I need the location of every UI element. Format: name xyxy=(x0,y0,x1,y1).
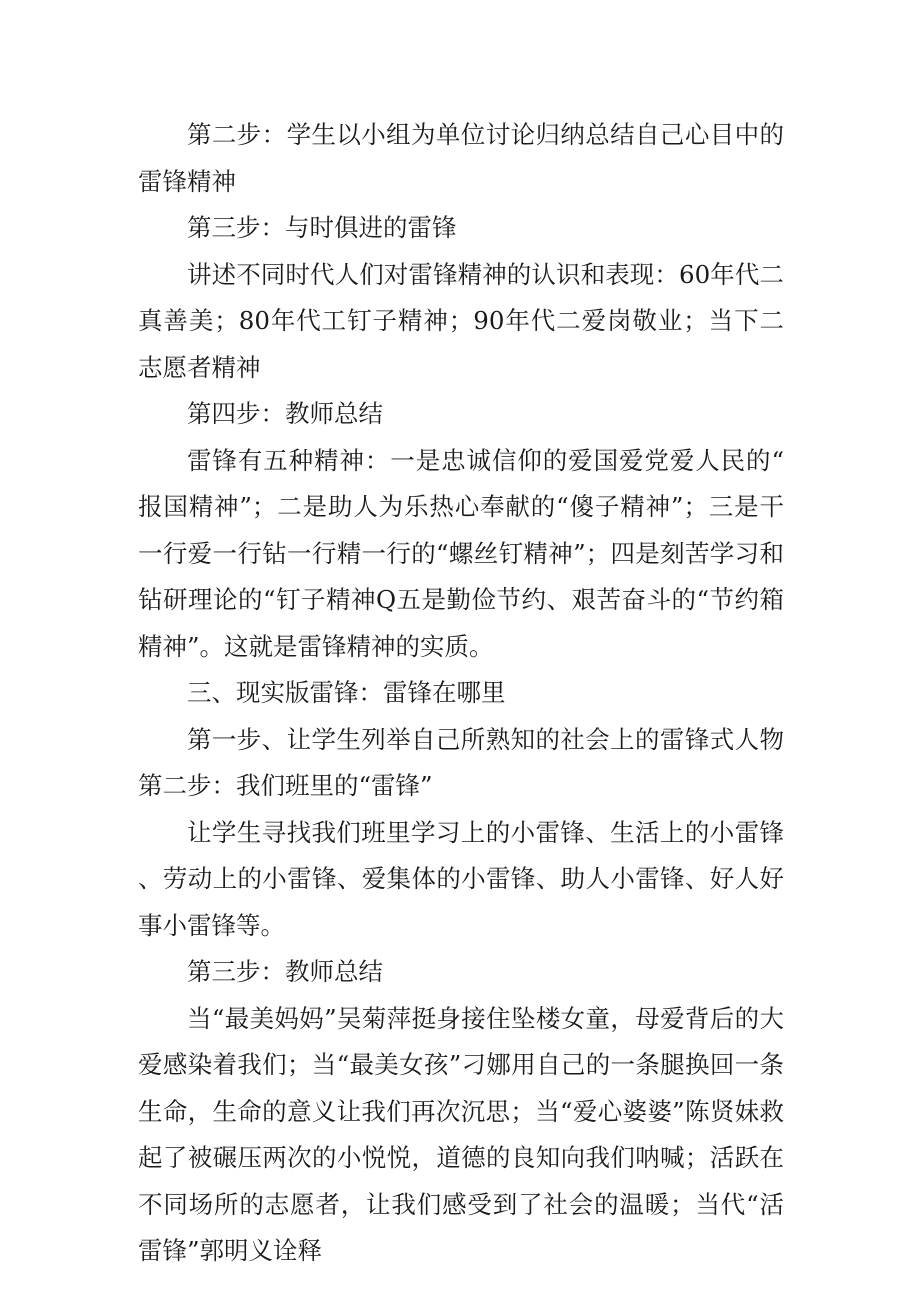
paragraph-step-three-heading: 第三步：与时俱进的雷锋 xyxy=(187,213,457,242)
paragraph-eras-description: 讲述不同时代人们对雷锋精神的认识和表现：60年代二真善美；80年代工钉子精神；90年代二爱岗敬业；当下二志愿者精神 xyxy=(138,259,784,382)
paragraph-role-models: 当“最美妈妈”吴菊萍挺身接住坠楼女童，母爱背后的大爱感染着我们；当“最美女孩”刁娜用自己的一条腿换回一条生命，生命的意义让我们再次沉思；当“爱心婆婆”陈贤妹救起了被碾压两次的小悦悦，道德的良知向我们呐喊；活跃在不同场所的志愿者，让我们感受到了社会的温暖；当代“活雷锋”郭明义诠释 xyxy=(138,1003,784,1265)
paragraph-five-spirits: 雷锋有五种精神：一是忠诚信仰的爱国爱党爱人民的“报国精神”；二是助人为乐热心奉献的“傻子精神”；三是干一行爱一行钻一行精一行的“螺丝钉精神”；四是刻苦学习和钻研理论的“钉子精神Q五是勤俭节约、艰苦奋斗的“节约箱精神”。这就是雷锋精神的实质。 xyxy=(138,445,784,661)
paragraph-class-leifeng: 让学生寻找我们班里学习上的小雷锋、生活上的小雷锋、劳动上的小雷锋、爱集体的小雷锋、助人小雷锋、好人好事小雷锋等。 xyxy=(138,817,784,940)
paragraph-step-three-teacher-summary: 第三步：教师总结 xyxy=(187,957,383,986)
section-heading-real-life-leifeng: 三、现实版雷锋：雷锋在哪里 xyxy=(187,678,506,707)
paragraph-step-one-list: 第一步、让学生列举自己所熟知的社会上的雷锋式人物第二步：我们班里的“雷锋” xyxy=(138,724,784,800)
paragraph-step-two-discussion: 第二步：学生以小组为单位讨论归纳总结自己心目中的雷锋精神 xyxy=(138,120,784,196)
document-body xyxy=(138,112,784,1275)
paragraph-step-four-heading: 第四步：教师总结 xyxy=(187,399,383,428)
